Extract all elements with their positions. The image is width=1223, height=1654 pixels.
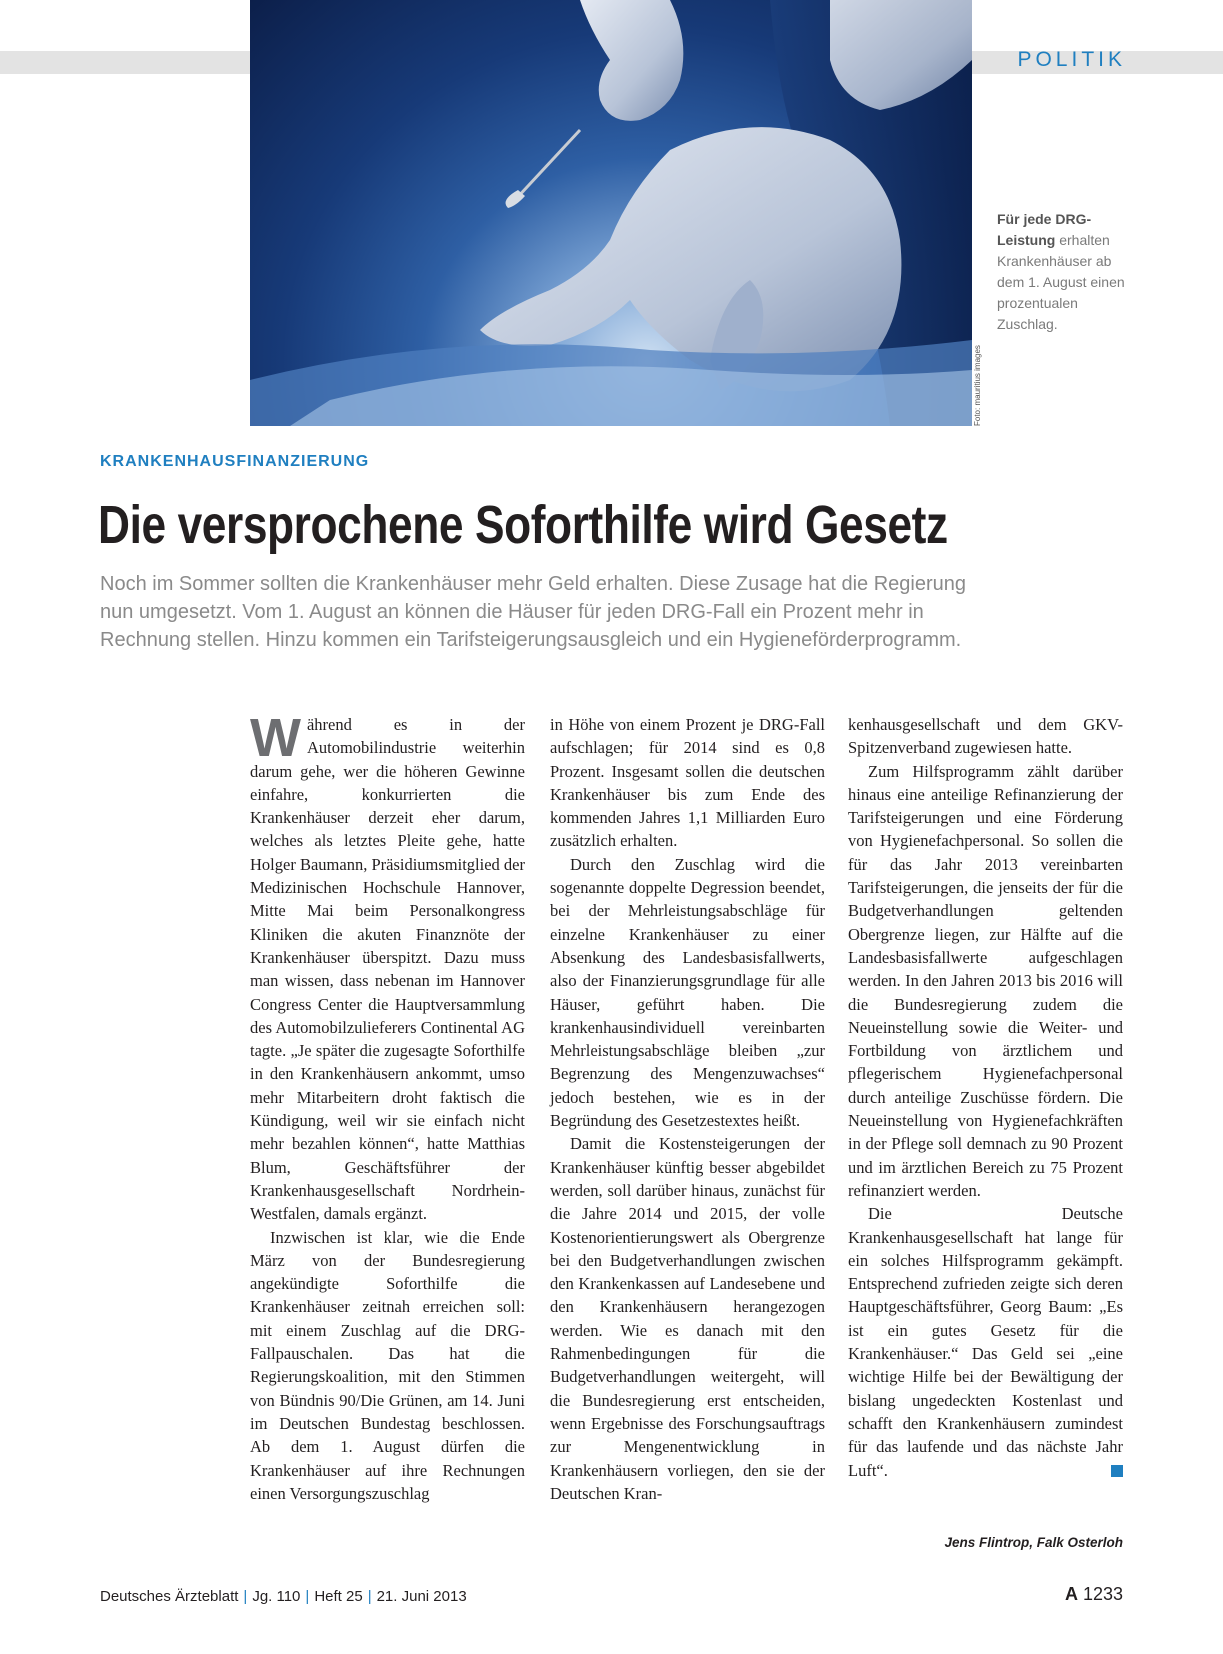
caption-bold: Für jede DRG-Leistung [997, 211, 1092, 248]
caption-text: erhalten Krankenhäuser ab dem 1. August einen prozentualen Zuschlag. [997, 232, 1125, 332]
lead-line: Noch im Sommer sollten die Krankenhäuser mehr Geld erhalten. Diese Zusage hat die Regierung [100, 573, 967, 595]
paragraph-text: Die Deutsche Krankenhausgesellschaft hat lange für ein solches Hilfsprogramm gekämpft. Entsprechend zufrieden zeigte sich deren Hauptgeschäftsführer, Georg Baum: „Es ist ein gutes Gesetz für die Krankenhäuser.“ Das Geld sei „eine wichtige Hilfe bei der Bewältigung der bislang ungedeckten Kostenlast und schafft den Krankenhäusern zumindest für das laufende und das nächste Jahr Luft“. [848, 1204, 1123, 1480]
end-of-article-mark [1111, 1465, 1123, 1477]
article-kicker: KRANKENHAUSFINANZIERUNG [100, 453, 370, 470]
paragraph: Durch den Zuschlag wird die sogenannte doppelte Degression beendet, bei der Mehrleistungsabschläge für einzelne Krankenhäuser zu einer Absenkung des Landesbasisfallwerts, also der Finanzierungsgrundlage für alle Häuser, geführt haben. Die krankenhausindividuell vereinbarten Mehrleistungsabschläge bleiben „zur Begrenzung des Mengenzuwachses“ jedoch bestehen, wie es in der Begründung des Gesetzestextes heißt. [550, 854, 825, 1131]
photo-credit: Foto: mauritius images [973, 345, 982, 426]
footer-separator: | [305, 1588, 310, 1605]
paragraph: in Höhe von einem Prozent je DRG-Fall aufschlagen; für 2014 sind es 0,8 Prozent. Insgesamt sollen die deutschen Krankenhäuser bis zum Ende des kommenden Jahres 1,1 Milliarden Euro zusätzlich erhalten. [550, 715, 825, 851]
journal-volume: Jg. 110 [252, 1588, 301, 1605]
page-number-value: 1233 [1082, 1584, 1123, 1604]
lead-line: Rechnung stellen. Hinzu kommen ein Tarifsteigerungsausgleich und ein Hygieneförderprogramm. [100, 629, 962, 651]
article-column-1 [250, 708, 525, 1505]
page-prefix: A [1064, 1584, 1078, 1604]
paragraph [848, 1202, 1123, 1482]
paragraph: Damit die Kostensteigerungen der Krankenhäuser künftig besser abgebildet werden, soll darüber hinaus, zunächst für die Jahre 2014 und 2015, der volle Kostenorientierungswert als Obergrenze bei den Budgetverhandlungen zwischen den Krankenkassen auf Landesebene und den Krankenhäusern herangezogen werden. Wie es danach mit den Rahmenbedingungen für die Budgetverhandlungen weitergeht, will die Bundesregierung erst entscheiden, wenn Ergebnisse des Forschungsauftrags zur Mengenentwicklung in Krankenhäusern vorliegen, den sie der Deutschen Kran- [550, 1134, 825, 1503]
journal-issue: Heft 25 [314, 1588, 363, 1605]
surgery-photo [250, 0, 972, 426]
paragraph: kenhausgesellschaft und dem GKV-Spitzenverband zugewiesen hatte. [848, 715, 1123, 758]
journal-date: 21. Juni 2013 [376, 1588, 467, 1605]
surgeon-hands-illustration [250, 0, 972, 426]
article-headline: Die versprochene Soforthilfe wird Gesetz [98, 495, 948, 555]
journal-name: Deutsches Ärzteblatt [100, 1588, 239, 1605]
paragraph-text: ährend es in der Automobilindustrie weiterhin darum gehe, wer die höheren Gewinne einfahre, konkurrierten die Krankenhäuser derzeit eher darum, welches als letztes Pleite gehe, hatte Holger Baumann, Präsidiumsmitglied der Medizinischen Hochschule Hannover, Mitte Mai beim Personalkongress Kliniken die akuten Finanznöte der Krankenhäuser überspitzt. Dazu muss man wissen, dass nebenan im Hannover Congress Center die Hauptversammlung des Automobilzulieferers Continental AG tagte. „Je später die zugesagte Soforthilfe in den Krankenhäusern ankommt, umso mehr Mitarbeitern droht faktisch die Kündigung, weil wir sie einfach nicht mehr bezahlen können“, hatte Matthias Blum, Geschäftsführer der Krankenhausgesellschaft Nordrhein-Westfalen, damals ergänzt. [250, 715, 525, 1224]
footer-separator: | [243, 1588, 248, 1605]
paragraph: Inzwischen ist klar, wie die Ende März von der Bundesregierung angekündigte Soforthilfe die Krankenhäuser zeitnah erreichen soll: mit einem Zuschlag auf die DRG-Fallpauschalen. Das hat die Regierungskoalition, mit den Stimmen von Bündnis 90/Die Grünen, am 14. Juni im Deutschen Bundestag beschlossen. Ab dem 1. August dürfen die Krankenhäuser auf ihre Rechnungen einen Versorgungszuschlag [250, 1227, 525, 1503]
drop-cap: W [250, 708, 301, 768]
footer-publication [100, 1588, 467, 1605]
paragraph: Zum Hilfsprogramm zählt darüber hinaus eine anteilige Refinanzierung der Tarifsteigerungen und eine Förderung von Hygienefachpersonal. So sollen die für das Jahr 2013 vereinbarten Tarifsteigerungen, die jenseits der für die Budgetverhandlungen geltenden Obergrenze liegen, zur Hälfte auf die Landesbasisfallwerte aufgeschlagen werden. In den Jahren 2013 bis 2016 will die Bundesregierung zudem die Neueinstellung sowie die Weiter- und Fortbildung von ärztlichem und pflegerischem Hygienefachpersonal durch anteilige Zuschüsse fördern. Die Neueinstellung von Hygienefachkräften in der Pflege soll demnach zu 90 Prozent und im ärztlichen Bereich zu 75 Prozent refinanziert werden. [848, 761, 1123, 1200]
article-authors: Jens Flintrop, Falk Osterloh [944, 1535, 1123, 1550]
article-column-2 [550, 713, 825, 1505]
article-column-3 [848, 713, 1123, 1482]
paragraph [250, 708, 525, 1226]
article-lead [100, 570, 1130, 654]
footer-separator: | [367, 1588, 372, 1605]
photo-caption [997, 209, 1127, 335]
lead-line: nun umgesetzt. Vom 1. August an können die Häuser für jeden DRG-Fall ein Prozent mehr in [100, 601, 924, 623]
page-number [1065, 1584, 1123, 1605]
section-label: POLITIK [1017, 48, 1126, 71]
